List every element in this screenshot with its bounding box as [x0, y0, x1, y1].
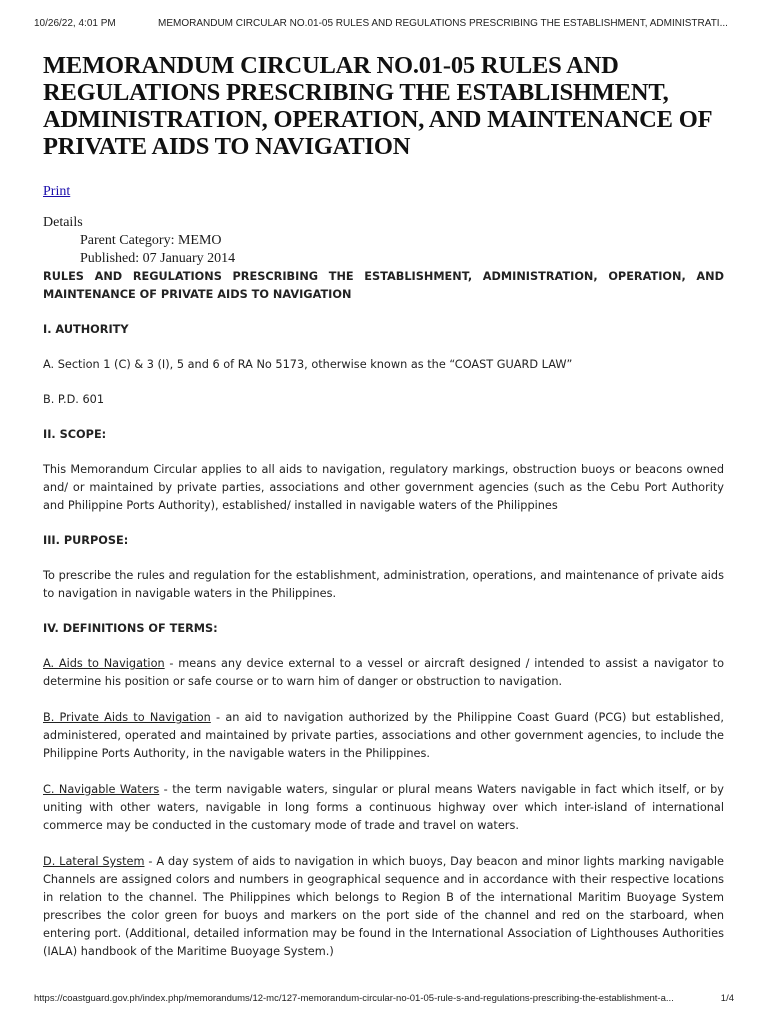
definition-term: B. Private Aids to Navigation	[43, 711, 211, 724]
authority-item-b: B. P.D. 601	[43, 393, 105, 406]
article-body	[43, 268, 724, 961]
scope-text: This Memorandum Circular applies to all aids to navigation, regulatory markings, obstruction buoys or beacons owned and/ or maintained by private parties, associations and other government agencies (such as the Cebu Port Authority and Philippine Ports Authority), established/ installed in navigable waters of the Philippines	[43, 463, 724, 512]
authority-item-a: A. Section 1 (C) & 3 (I), 5 and 6 of RA No 5173, otherwise known as the “COAST GUARD LAW”	[43, 358, 573, 371]
section-heading-purpose: III. PURPOSE:	[43, 534, 129, 547]
page-number: 1/4	[720, 993, 734, 1004]
section-heading-scope: II. SCOPE:	[43, 428, 107, 441]
section-heading-definitions: IV. DEFINITIONS OF TERMS:	[43, 622, 218, 635]
definition-text: - the term navigable waters, singular or plural means Waters navigable in fact which itself, or by uniting with other waters, navigable in long forms a continuous highway over which inter-island of international commerce may be conducted in the customary mode of trade and travel on waters.	[43, 783, 724, 832]
definition-item	[43, 655, 724, 691]
parent-category: Parent Category: MEMO	[80, 233, 222, 248]
definition-item	[43, 781, 724, 835]
definition-text: - an aid to navigation authorized by the Philippine Coast Guard (PCG) but established, administered, operated and maintained by private parties, associations and other government agencies, to include the Philippine Ports Authority, in the navigable waters in the Philippines.	[43, 711, 724, 760]
print-url: https://coastguard.gov.ph/index.php/memorandums/12-mc/127-memorandum-circular-no-01-05-rule-s-and-regulations-prescribing-the-establishment-a...	[34, 993, 674, 1004]
article-title: MEMORANDUM CIRCULAR NO.01-05 RULES AND REGULATIONS PRESCRIBING THE ESTABLISHMENT, ADMINISTRATION, OPERATION, AND MAINTENANCE OF PRIVATE AIDS TO NAVIGATION	[43, 52, 712, 160]
print-footer	[0, 990, 768, 1020]
definition-term: A. Aids to Navigation	[43, 657, 165, 670]
definition-item	[43, 853, 724, 961]
print-datetime: 10/26/22, 4:01 PM	[34, 18, 116, 29]
definition-text: - A day system of aids to navigation in which buoys, Day beacon and minor lights marking navigable Channels are assigned colors and numbers in geographical sequence and in accordance with their respective locations in relation to the channel. The Philippines which belongs to Region B of the international Maritim Buoyage System prescribes the color green for buoys and markers on the port side of the channel and red on the starboard, when entering port. (Additional, detailed information may be found in the International Association of Lighthouses Authorities (IALA) handbook of the Maritime Buoyage System.)	[43, 855, 725, 958]
definition-text: - means any device external to a vessel or aircraft designed / intended to assist a navigator to determine his position or safe course or to warn him of danger or obstruction to navigation.	[43, 657, 725, 688]
article-details	[43, 214, 724, 268]
article	[43, 52, 724, 961]
intro-heading: RULES AND REGULATIONS PRESCRIBING THE ESTABLISHMENT, ADMINISTRATION, OPERATION, AND MAINTENANCE OF PRIVATE AIDS TO NAVIGATION	[43, 270, 724, 301]
definition-term: D. Lateral System	[43, 855, 145, 868]
print-header	[0, 0, 768, 40]
print-link[interactable]: Print	[43, 184, 71, 199]
definition-item	[43, 709, 724, 763]
details-label: Details	[43, 215, 83, 230]
published-date: Published: 07 January 2014	[80, 251, 236, 266]
section-heading-authority: I. AUTHORITY	[43, 323, 129, 336]
definition-term: C. Navigable Waters	[43, 783, 160, 796]
print-page-title: MEMORANDUM CIRCULAR NO.01-05 RULES AND REGULATIONS PRESCRIBING THE ESTABLISHMENT, ADMINISTRATI...	[158, 18, 728, 29]
purpose-text: To prescribe the rules and regulation for the establishment, administration, operations, and maintenance of private aids to navigation in navigable waters in the Philippines.	[43, 569, 724, 600]
